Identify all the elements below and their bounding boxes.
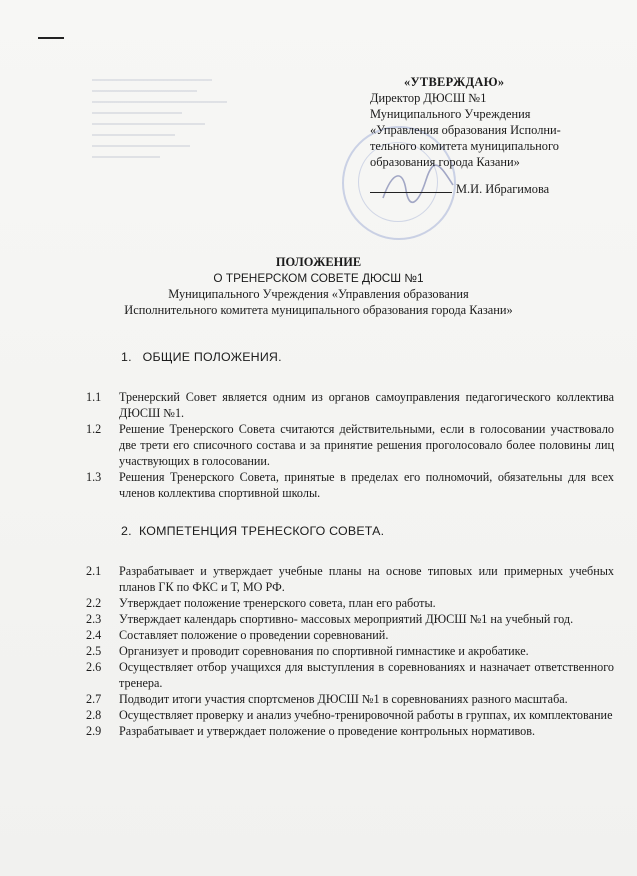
section-heading-2: 2. КОМПЕТЕНЦИЯ ТРЕНЕСКОГО СОВЕТА. (121, 524, 385, 538)
list-item: 1.2 Решение Тренерского Совета считаются действительными, если в голосовании участвовало две трети его списочного состава и за принятие решения проголосовало более половины лиц участвующих в голосовании. (86, 422, 614, 468)
signature-line (370, 192, 452, 193)
approval-heading: «УТВЕРЖДАЮ» (404, 75, 505, 89)
list-item: 2.8 Осуществляет проверку и анализ учебно-тренировочной работы в группах, их комплектование (86, 708, 613, 722)
list-item: 2.7 Подводит итоги участия спортсменов ДЮСШ №1 в соревнованиях разного масштаба. (86, 692, 568, 706)
list-item: 2.3 Утверждает календарь спортивно- массовых мероприятий ДЮСШ №1 на учебный год. (86, 612, 574, 626)
list-item: 1.1 Тренерский Совет является одним из органов самоуправления педагогического коллектива ДЮСШ №1. (86, 390, 614, 420)
list-item: 2.5 Организует и проводит соревнования по спортивной гимнастике и акробатике. (86, 644, 529, 658)
approval-signatory: М.И. Ибрагимова (456, 182, 550, 196)
section-2-items (86, 563, 614, 739)
document-title-block (0, 254, 637, 318)
list-item: 2.4 Составляет положение о проведении соревнований. (86, 628, 389, 642)
section-heading-1: 1. ОБЩИЕ ПОЛОЖЕНИЯ. (121, 350, 282, 364)
list-item: 2.2 Утверждает положение тренерского совета, план его работы. (86, 596, 436, 610)
approval-org-4: образования города Казани» (370, 155, 520, 169)
approval-org-2: «Управления образования Исполни- (370, 123, 561, 137)
list-item: 1.3 Решения Тренерского Совета, принятые в пределах его полномочий, обязательны для всех членов коллектива спортивной школы. (86, 470, 614, 500)
approval-block (370, 74, 620, 197)
document-title: ПОЛОЖЕНИЕ (275, 255, 362, 269)
list-item: 2.1 Разрабатывает и утверждает учебные планы на основе типовых или примерных учебных планов ГК по ФКС и Т, МО РФ. (86, 564, 614, 594)
document-subtitle-1: О ТРЕНЕРСКОМ СОВЕТЕ ДЮСШ №1 (213, 271, 424, 285)
approval-org-3: тельного комитета муниципального (370, 139, 559, 153)
list-item: 2.6 Осуществляет отбор учащихся для выступления в соревнованиях и назначает ответственного тренера. (86, 660, 614, 690)
section-1-items (86, 389, 614, 501)
list-item: 2.9 Разрабатывает и утверждает положение о проведение контрольных нормативов. (86, 724, 536, 738)
document-subtitle-3: Исполнительного комитета муниципального образования города Казани» (124, 303, 513, 317)
scan-mark (38, 37, 64, 39)
document-subtitle-2: Муниципального Учреждения «Управления образования (168, 287, 469, 301)
approval-director: Директор ДЮСШ №1 (370, 91, 487, 105)
approval-org-1: Муниципального Учреждения (370, 107, 531, 121)
reverse-side-bleed (92, 70, 242, 220)
